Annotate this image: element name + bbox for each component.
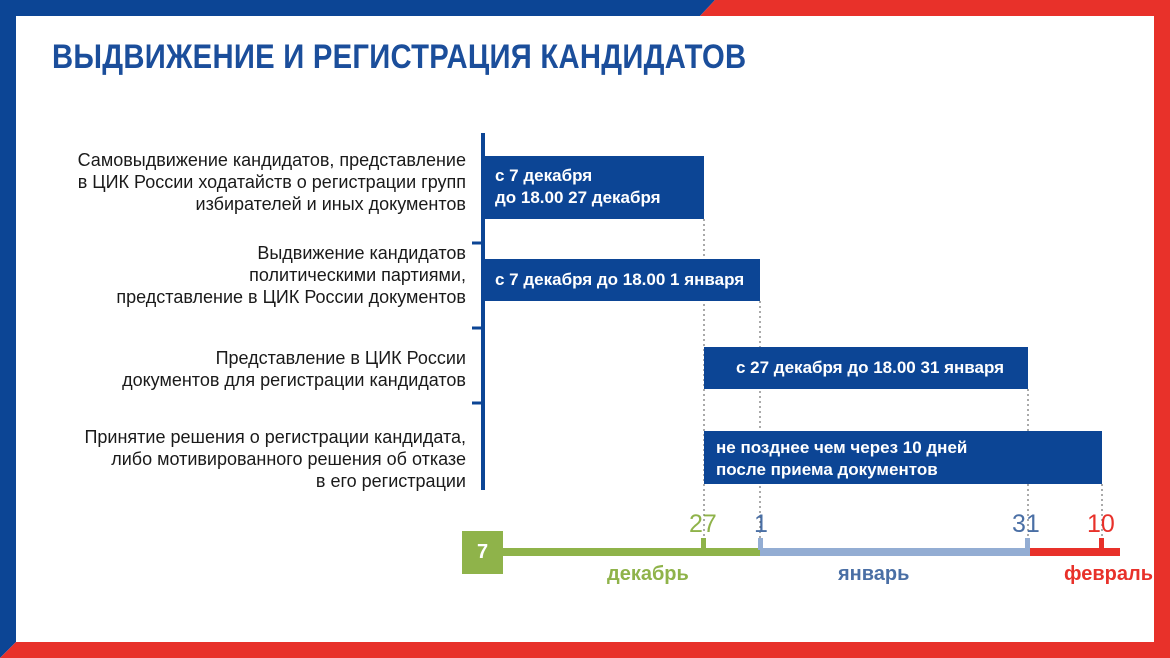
tick-mark-1: [758, 538, 763, 550]
tick-label-10: 10: [1087, 510, 1115, 538]
timeline-february: [1030, 548, 1120, 556]
tick-mark-10: [1099, 538, 1104, 550]
bar4-line1: не позднее чем через 10 дней: [716, 438, 968, 457]
slide-title: ВЫДВИЖЕНИЕ И РЕГИСТРАЦИЯ КАНДИДАТОВ: [52, 38, 747, 76]
row2-label-line2: политическими партиями,: [249, 265, 466, 285]
bar2-line1: с 7 декабря до 18.00 1 января: [495, 270, 745, 289]
row4-label-line2: либо мотивированного решения об отказе: [111, 449, 466, 469]
tick-label-27: 27: [689, 510, 717, 538]
timeline-december: [502, 548, 760, 556]
row2-label-line1: Выдвижение кандидатов: [257, 243, 466, 263]
bar1-line1: с 7 декабря: [495, 166, 593, 185]
row1-label-line1: Самовыдвижение кандидатов, представление: [77, 150, 466, 170]
bar3-line1: с 27 декабря до 18.00 31 января: [736, 358, 1005, 377]
row1-label-line3: избирателей и иных документов: [195, 194, 466, 214]
row3-label-line1: Представление в ЦИК России: [215, 348, 466, 368]
tick-label-31: 31: [1012, 510, 1040, 538]
row1-label-line2: в ЦИК России ходатайств о регистрации групп: [77, 172, 466, 192]
row2-label-line3: представление в ЦИК России документов: [116, 287, 466, 307]
bar1-line2: до 18.00 27 декабря: [495, 188, 661, 207]
timeline-january: [760, 548, 1030, 556]
month-label-february: февраль: [1064, 563, 1153, 585]
tick-mark-27: [701, 538, 706, 550]
row4-label-line3: в его регистрации: [315, 471, 466, 491]
bar4-line2: после приема документов: [716, 460, 938, 479]
row4-label-line1: Принятие решения о регистрации кандидата,: [84, 427, 466, 447]
tick-mark-31: [1025, 538, 1030, 550]
timeline-start-badge: 7: [462, 531, 503, 574]
month-label-december: декабрь: [607, 563, 689, 585]
month-label-january: январь: [838, 563, 910, 585]
tick-label-1: 1: [754, 510, 768, 538]
row3-label-line2: документов для регистрации кандидатов: [122, 370, 466, 390]
